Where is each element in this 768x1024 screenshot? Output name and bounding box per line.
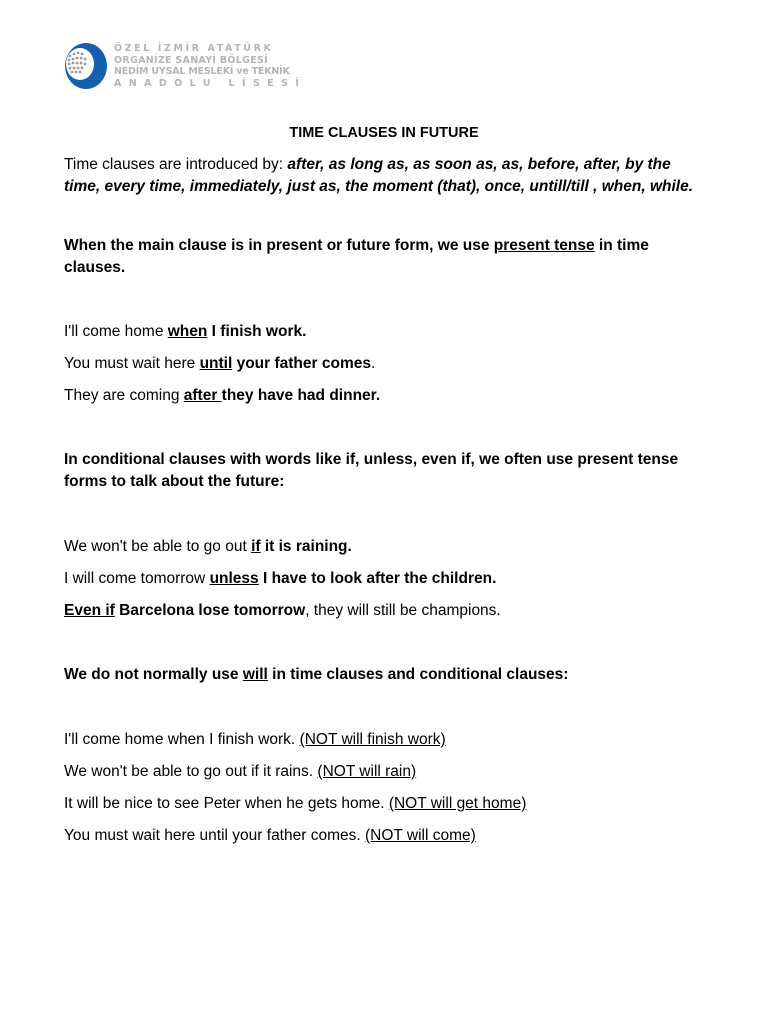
example-sentence bbox=[64, 385, 704, 407]
example-keyword: if bbox=[251, 538, 261, 555]
example-text: We won't be able to go out bbox=[64, 538, 252, 555]
example-clause: I have to look after the children. bbox=[258, 570, 497, 587]
example-keyword: unless bbox=[209, 570, 259, 587]
example-sentence bbox=[64, 536, 704, 558]
logo-line: NEDİM UYSAL MESLEKİ ve TEKNİK bbox=[114, 66, 290, 77]
intro-lead: Time clauses are introduced by: bbox=[64, 156, 288, 173]
rule-text: in time clauses and conditional clauses: bbox=[267, 666, 569, 683]
logo-line: ANADOLU LİSESİ bbox=[114, 77, 307, 89]
document-title: TIME CLAUSES IN FUTURE bbox=[289, 125, 479, 141]
example-sentence bbox=[64, 729, 704, 751]
rule-text: We do not normally use bbox=[64, 666, 243, 683]
example-sentence bbox=[64, 321, 704, 343]
rule-emphasis: will bbox=[242, 666, 268, 683]
example-sentence bbox=[64, 353, 704, 375]
time-words-list: after, as long as, as soon as, as, before, after, by the time, every time, immediately, just as, the moment (that), once, untill/till , when, while. bbox=[64, 156, 694, 195]
example-clause: it is raining. bbox=[260, 538, 352, 555]
example-clause: Barcelona lose tomorrow bbox=[114, 602, 306, 619]
example-sentence bbox=[64, 600, 704, 622]
example-text: . bbox=[370, 355, 376, 372]
example-sentence bbox=[64, 761, 704, 783]
rule-text: When the main clause is in present or future form, we use bbox=[64, 237, 494, 254]
example-text: You must wait here until your father comes. bbox=[64, 827, 365, 844]
rule-text: in time clauses. bbox=[64, 237, 649, 276]
school-logo bbox=[64, 42, 306, 90]
rule-emphasis: present tense bbox=[493, 237, 595, 254]
example-note: (NOT will finish work) bbox=[299, 731, 446, 748]
example-text: , they will still be champions. bbox=[305, 602, 501, 619]
example-clause: your father comes bbox=[232, 355, 371, 372]
example-keyword: when bbox=[167, 323, 208, 340]
example-sentence bbox=[64, 793, 704, 815]
example-clause: I finish work. bbox=[207, 323, 307, 340]
intro-paragraph bbox=[64, 154, 704, 198]
example-text: I'll come home when I finish work. bbox=[64, 731, 300, 748]
example-text: You must wait here bbox=[64, 355, 200, 372]
document-body bbox=[64, 122, 704, 847]
logo-line: ÖZEL İZMİR ATATÜRK bbox=[114, 43, 274, 54]
example-note: (NOT will get home) bbox=[388, 795, 527, 812]
example-text: They are coming bbox=[64, 387, 184, 404]
logo-wordmark bbox=[114, 43, 306, 89]
rule-conditional: In conditional clauses with words like if, unless, even if, we often use present tense forms to talk about the future: bbox=[64, 451, 679, 490]
example-keyword: after bbox=[183, 387, 222, 404]
example-note: (NOT will rain) bbox=[317, 763, 417, 780]
example-note: (NOT will come) bbox=[364, 827, 476, 844]
logo-line: ORGANİZE SANAYİ BÖLGESİ bbox=[114, 54, 268, 66]
example-clause: they have had dinner. bbox=[221, 387, 381, 404]
example-sentence bbox=[64, 825, 704, 847]
example-text: We won't be able to go out if it rains. bbox=[64, 763, 318, 780]
example-keyword: until bbox=[199, 355, 233, 372]
rule-present-tense bbox=[64, 235, 704, 279]
example-text: It will be nice to see Peter when he gets home. bbox=[64, 795, 389, 812]
example-text: I'll come home bbox=[64, 323, 168, 340]
example-text: I will come tomorrow bbox=[64, 570, 210, 587]
rule-no-will bbox=[64, 664, 704, 686]
example-keyword: Even if bbox=[64, 602, 115, 619]
school-emblem-icon bbox=[64, 42, 108, 90]
example-sentence bbox=[64, 568, 704, 590]
